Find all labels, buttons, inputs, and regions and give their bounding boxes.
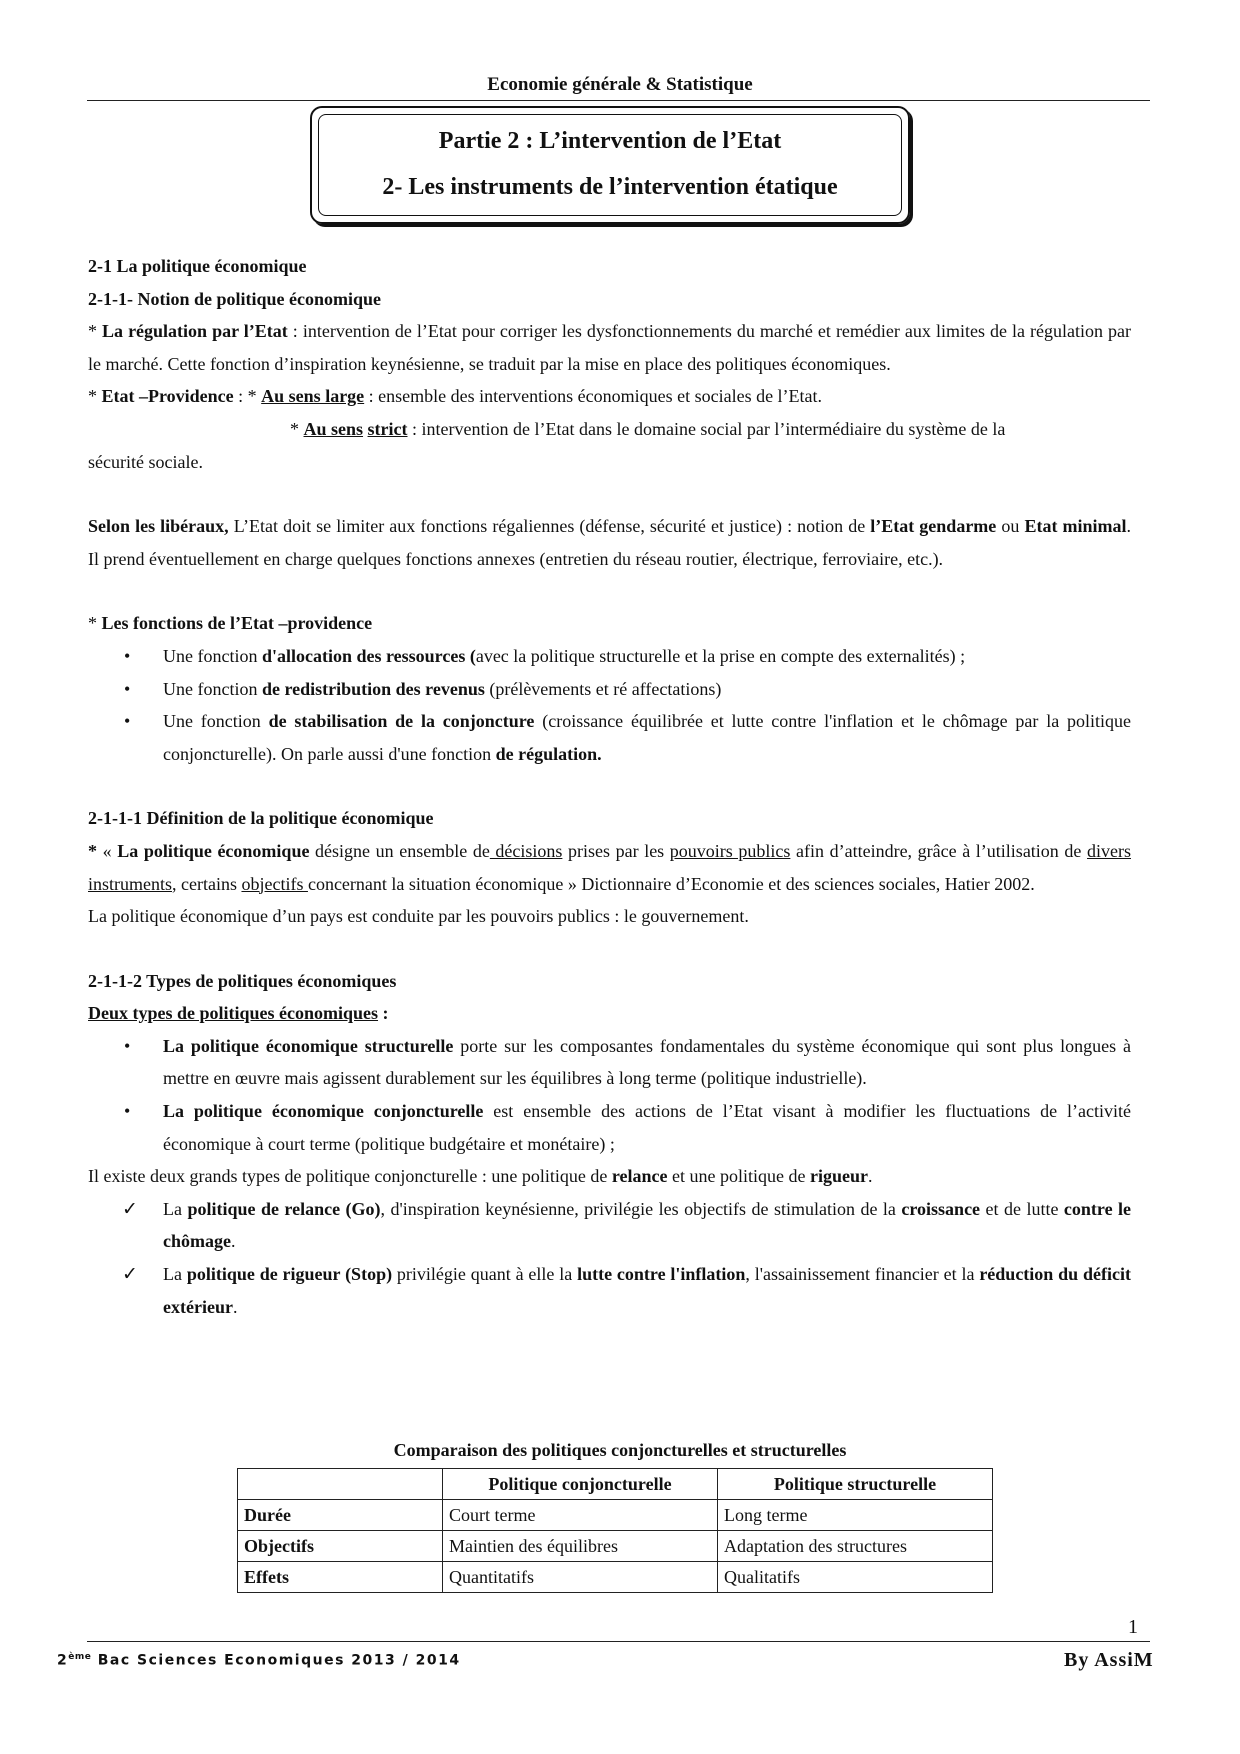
- header-rule: [87, 100, 1150, 101]
- table-cell: Durée: [238, 1500, 443, 1531]
- subsection-heading: 2-1-1-2 Types de politiques économiques: [88, 970, 397, 991]
- table-row: [238, 1531, 993, 1562]
- table-cell: Quantitatifs: [443, 1562, 718, 1593]
- list-item: ✓ La politique de rigueur (Stop) privilégie quant à elle la lutte contre l'inflation, l'assainissement financier et la réduction du déficit extérieur.: [88, 1258, 1131, 1323]
- paragraph-regulation: * La régulation par l’Etat : intervention de l’Etat pour corriger les dysfonctionnements du marché et remédier aux limites de la régulation par le marché. Cette fonction d’inspiration keynésienne, se traduit par la mise en place des politiques économiques.: [88, 321, 1131, 374]
- section-heading: 2-1 La politique économique: [88, 256, 307, 276]
- table-row: [238, 1500, 993, 1531]
- title-box: [310, 106, 910, 224]
- page-number: 1: [1128, 1616, 1138, 1638]
- subsection-heading: 2-1-1-1 Définition de la politique économique: [88, 808, 434, 829]
- table-header-row: [238, 1469, 993, 1500]
- paragraph-conjoncturelle: Il existe deux grands types de politique conjoncturelle : une politique de relance et une politique de rigueur.: [88, 1166, 873, 1187]
- list-item: • Une fonction de redistribution des revenus (prélèvements et ré affectations): [88, 673, 1131, 706]
- check-list: [88, 1193, 1131, 1323]
- list-item: • Une fonction de stabilisation de la conjoncture (croissance équilibrée et lutte contre l'inflation et le chômage par la politique conjoncturelle). On parle aussi d'une fonction de régulation.: [88, 705, 1131, 770]
- paragraph-gouvernement: La politique économique d’un pays est conduite par les pouvoirs publics : le gouvernement.: [88, 906, 749, 927]
- paragraph-etat-providence: * Etat –Providence : * Au sens large : ensemble des interventions économiques et sociales de l’Etat.: [88, 386, 823, 407]
- table-cell: Court terme: [443, 1500, 718, 1531]
- table-cell: Long terme: [718, 1500, 993, 1531]
- chapter-title: 2- Les instruments de l’intervention étatique: [382, 174, 838, 200]
- fonctions-list: [88, 640, 1131, 770]
- running-header: Economie générale & Statistique: [487, 74, 753, 95]
- comparison-table: [237, 1468, 993, 1593]
- paragraph-sens-strict-cont: sécurité sociale.: [88, 451, 203, 472]
- list-item: • La politique économique conjoncturelle est ensemble des actions de l’Etat visant à modifier les fluctuations de l’activité économique à court terme (politique budgétaire et monétaire) ;: [88, 1095, 1131, 1160]
- types-list: [88, 1030, 1131, 1160]
- table-cell: Maintien des équilibres: [443, 1531, 718, 1562]
- footer-course: 2ème Bac Sciences Economiques 2013 / 2014: [57, 1652, 461, 1669]
- list-item: • Une fonction d'allocation des ressources (avec la politique structurelle et la prise en compte des externalités) ;: [88, 640, 1131, 673]
- types-subheading: Deux types de politiques économiques :: [88, 1003, 389, 1024]
- list-item: ✓ La politique de relance (Go), d'inspiration keynésienne, privilégie les objectifs de stimulation de la croissance et de lutte contre le chômage.: [88, 1193, 1131, 1258]
- table-cell: Qualitatifs: [718, 1562, 993, 1593]
- paragraph-definition: * « La politique économique désigne un ensemble de décisions prises par les pouvoirs publics afin d’atteindre, grâce à l’utilisation de divers instruments, certains objectifs concernant la situation économique » Dictionnaire d’Economie et des sciences sociales, Hatier 2002.: [88, 840, 1131, 894]
- table-header-cell: Politique structurelle: [718, 1469, 993, 1500]
- table-header-cell: [238, 1469, 443, 1500]
- paragraph-sens-strict: * Au sens strict : intervention de l’Etat dans le domaine social par l’intermédiaire du système de la: [290, 418, 1006, 439]
- list-item: • La politique économique structurelle porte sur les composantes fondamentales du système économique qui sont plus longues à mettre en œuvre mais agissent durablement sur les équilibres à long terme (politique industrielle).: [88, 1030, 1131, 1095]
- table-row: [238, 1562, 993, 1593]
- table-cell: Effets: [238, 1562, 443, 1593]
- footer-author: By AssiM: [1064, 1649, 1154, 1671]
- paragraph-liberaux: Selon les libéraux, L’Etat doit se limiter aux fonctions régaliennes (défense, sécurité et justice) : notion de l’Etat gendarme ou Etat minimal. Il prend éventuellement en charge quelques fonctions annexes (entretien du réseau routier, électrique, ferroviaire, etc.).: [88, 516, 1131, 569]
- table-cell: Objectifs: [238, 1531, 443, 1562]
- paragraph-fonctions: * Les fonctions de l’Etat –providence: [88, 613, 373, 634]
- footer-rule: [87, 1641, 1150, 1642]
- subsection-heading: 2-1-1- Notion de politique économique: [88, 288, 382, 309]
- part-title: Partie 2 : L’intervention de l’Etat: [438, 128, 782, 154]
- table-header-cell: Politique conjoncturelle: [443, 1469, 718, 1500]
- table-caption: Comparaison des politiques conjoncturelles et structurelles: [393, 1440, 847, 1460]
- main-content: [88, 250, 1131, 1323]
- table-cell: Adaptation des structures: [718, 1531, 993, 1562]
